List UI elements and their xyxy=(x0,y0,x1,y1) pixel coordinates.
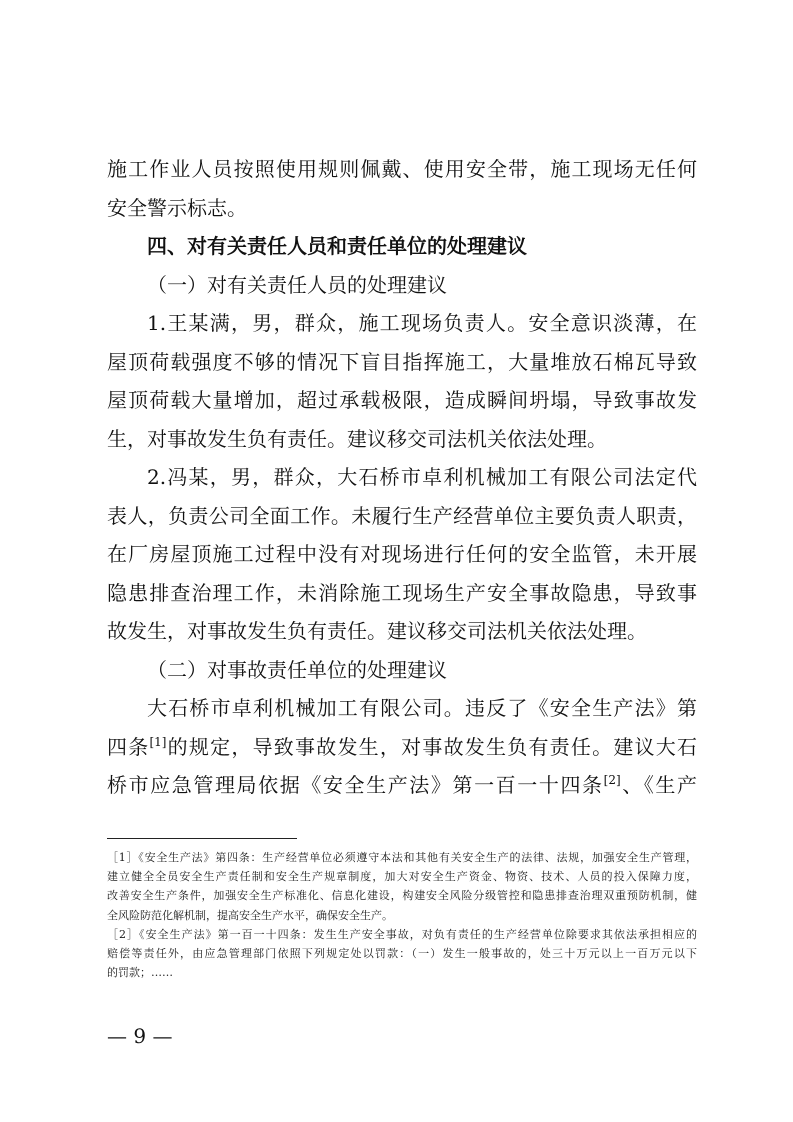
text-segment: 四条 xyxy=(107,734,150,759)
footnote-line: 赔偿等责任外，由应急管理部门依照下列规定处以罚款：（一）发生一般事故的，处三十万元以上一百万元以下 xyxy=(107,946,697,960)
text-segment: 的规定，导致事故发生，对事故发生负有责任。建议大石 xyxy=(166,734,698,759)
paragraph-line: 隐患排查治理工作，未消除施工现场生产安全事故隐患，导致事 xyxy=(107,580,697,605)
paragraph-line: 施工作业人员按照使用规则佩戴、使用安全带，施工现场无任何 xyxy=(107,157,697,181)
text-segment: 桥市应急管理局依据《安全生产法》第一百一十四条 xyxy=(107,773,604,797)
footnote-line: ［2］《安全生产法》第一百一十四条：发生生产安全事故，对负有责任的生产经营单位除要求其依法承担相应的 xyxy=(107,927,697,941)
footnote-ref-1[interactable]: [1] xyxy=(149,734,167,749)
footnote-ref-2[interactable]: [2] xyxy=(603,773,621,787)
text-segment: 、《生产 xyxy=(620,773,698,797)
subsection-heading: （一）对有关责任人员的处理建议 xyxy=(147,272,447,297)
footnote-line: 全风险防范化解机制，提高安全生产水平，确保安全生产。 xyxy=(107,908,393,922)
footnote-line: 改善安全生产条件，加强安全生产标准化、信息化建设，构建安全风险分级管控和隐患排查治理双重预防机制，健 xyxy=(107,889,697,903)
subsection-heading: （二）对事故责任单位的处理建议 xyxy=(147,657,447,682)
paragraph-line: 大石桥市卓利机械加工有限公司。违反了《安全生产法》第 xyxy=(147,696,697,720)
footnote-2 xyxy=(107,925,697,983)
footnotes xyxy=(107,848,697,982)
paragraph-line: 表人，负责公司全面工作。未履行生产经营单位主要负责人职责， xyxy=(107,503,697,528)
footnote-line: 的罚款；…… xyxy=(107,966,173,980)
paragraph-line: 屋顶荷载强度不够的情况下盲目指挥施工，大量堆放石棉瓦导致 xyxy=(107,349,697,374)
footnote-line: 建立健全全员安全生产责任制和安全生产规章制度，加大对安全生产资金、物资、技术、人员的投入保障力度， xyxy=(107,870,697,884)
footnote-divider xyxy=(107,838,297,839)
section-heading: 四、对有关责任人员和责任单位的处理建议 xyxy=(147,234,527,258)
paragraph-line: 屋顶荷载大量增加，超过承载极限，造成瞬间坍塌，导致事故发 xyxy=(107,388,697,412)
page-number: — 9 — xyxy=(107,1024,173,1048)
paragraph-line: 1.王某满，男，群众，施工现场负责人。安全意识淡薄，在 xyxy=(147,311,697,335)
document-body xyxy=(107,150,697,805)
paragraph-line: 2.冯某，男，群众，大石桥市卓利机械加工有限公司法定代 xyxy=(147,465,697,489)
paragraph-line: 故发生，对事故发生负有责任。建议移交司法机关依法处理。 xyxy=(107,619,647,643)
paragraph-line: 安全警示标志。 xyxy=(107,195,247,220)
paragraph-line: 在厂房屋顶施工过程中没有对现场进行任何的安全监管，未开展 xyxy=(107,542,697,566)
footnote-1 xyxy=(107,848,697,925)
paragraph-line xyxy=(107,728,697,767)
footnote-line: ［1］《安全生产法》第四条：生产经营单位必须遵守本法和其他有关安全生产的法律、法规，加强安全生产管理， xyxy=(107,851,697,864)
paragraph-line xyxy=(107,766,697,805)
paragraph-line: 生，对事故发生负有责任。建议移交司法机关依法处理。 xyxy=(107,426,607,451)
